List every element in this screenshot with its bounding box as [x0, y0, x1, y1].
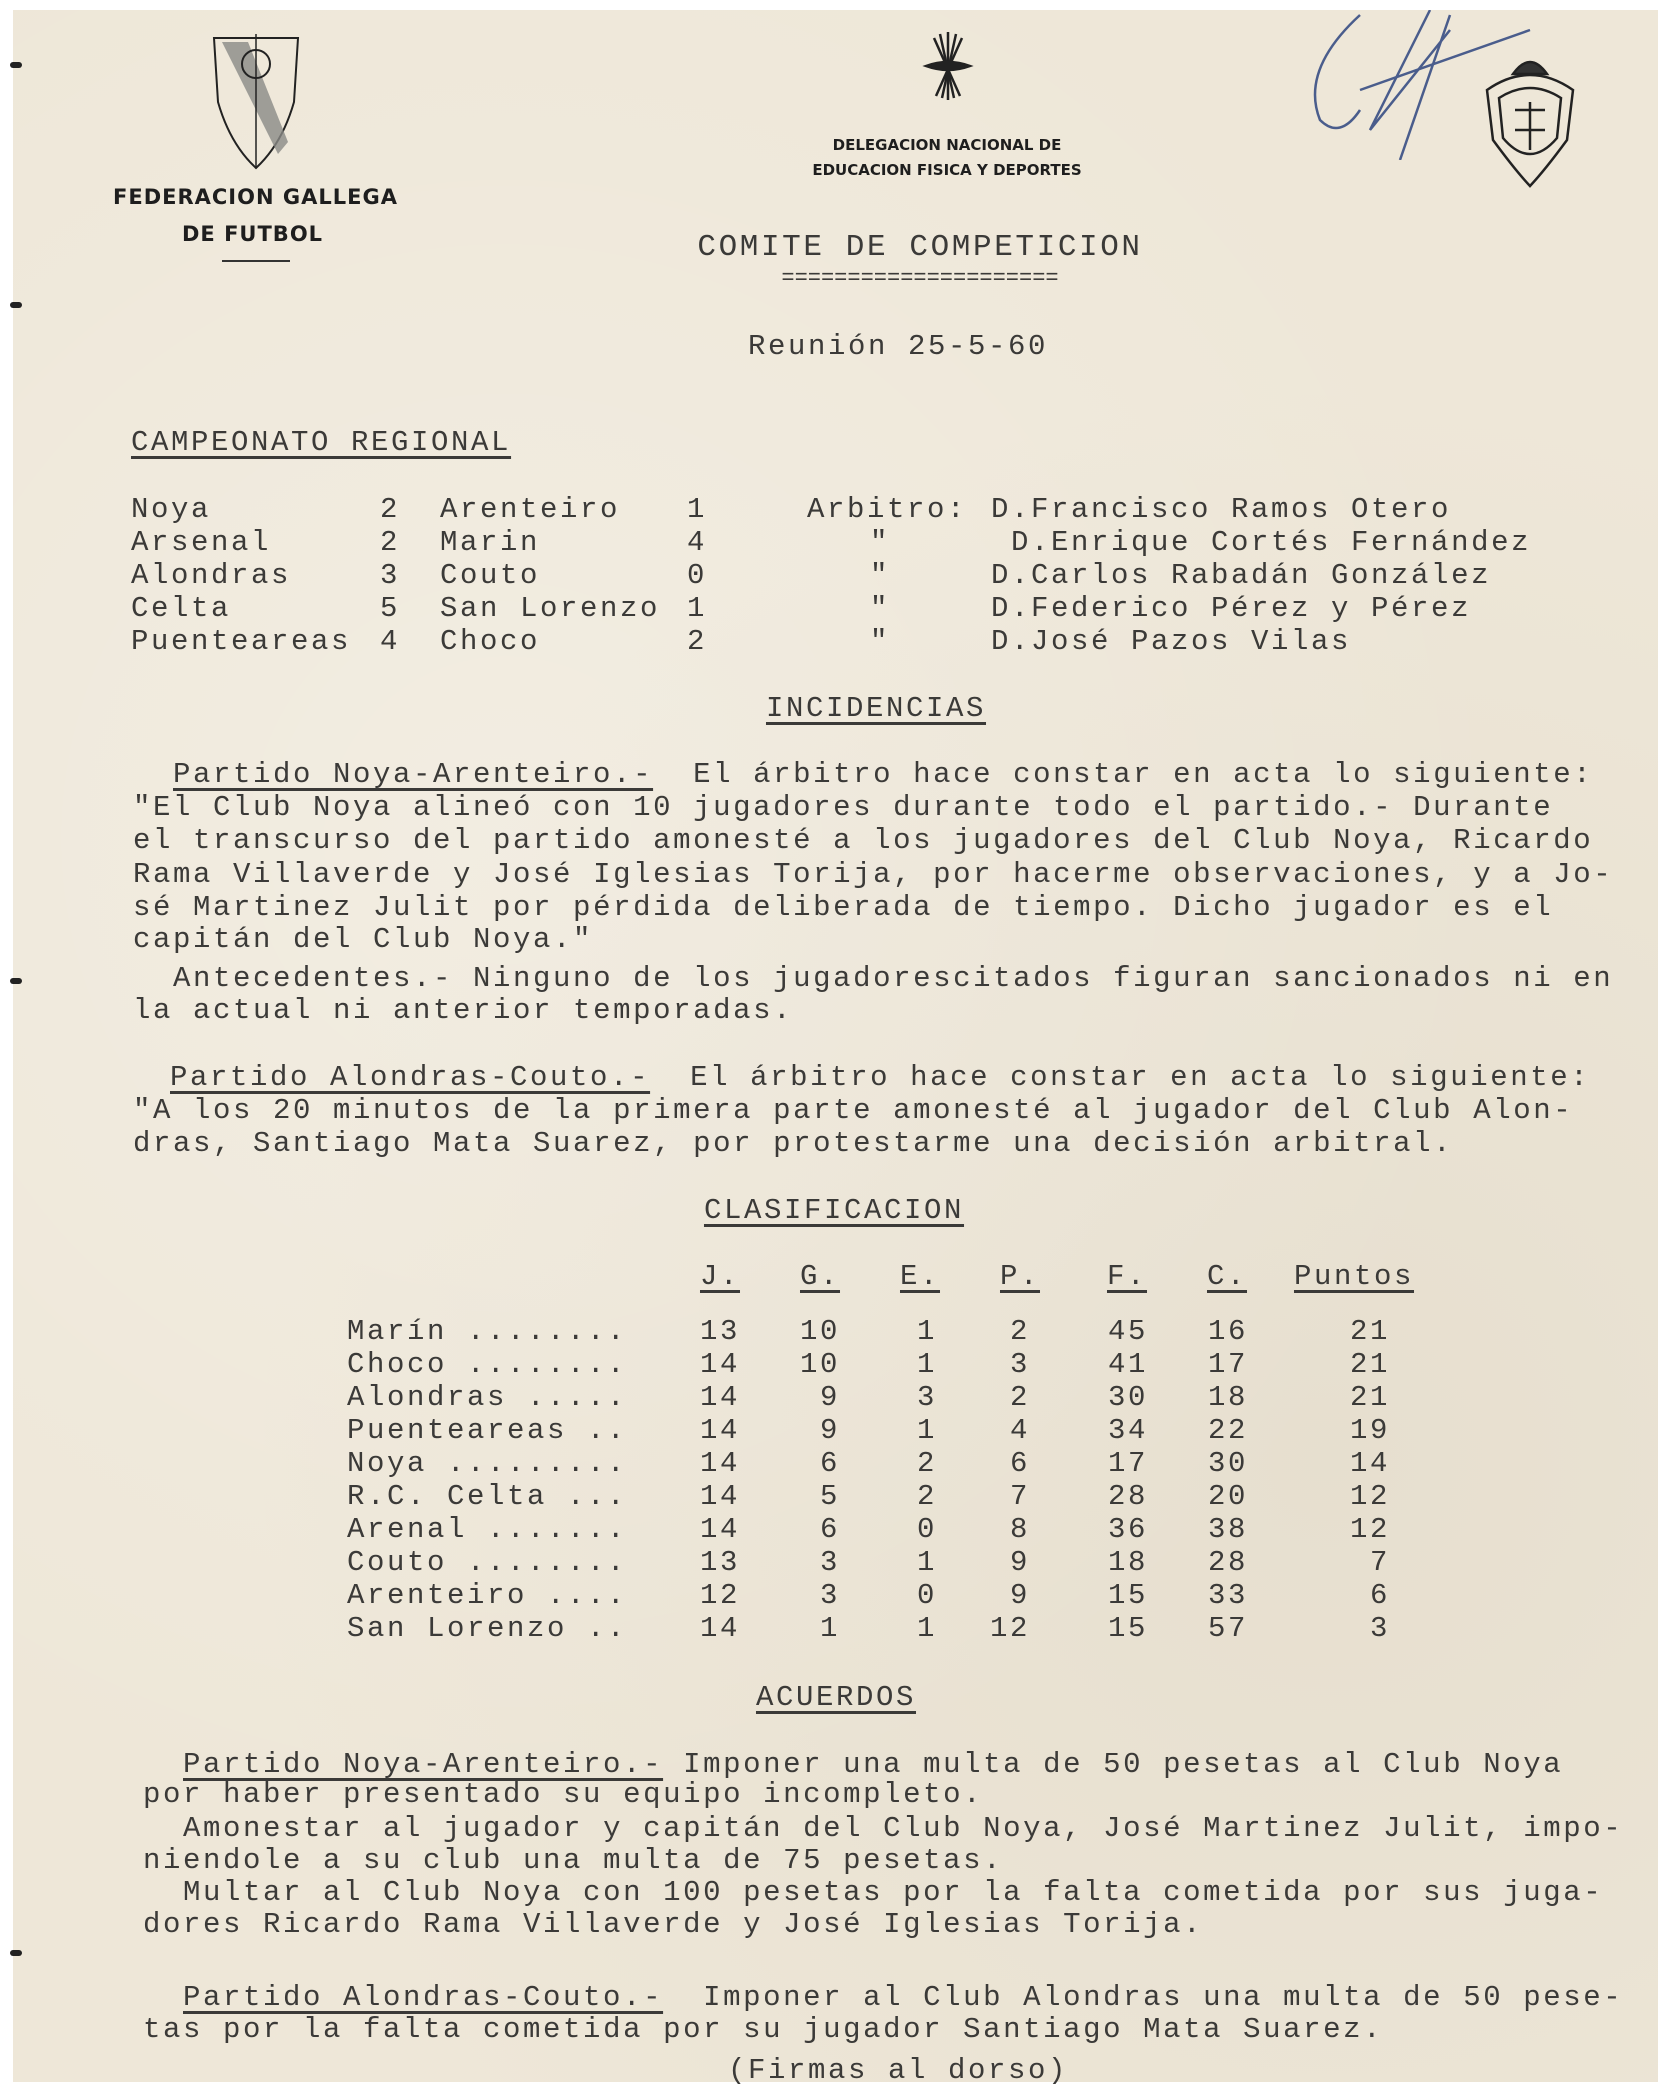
paragraph-text: "El Club Noya alineó con 10 jugadores durante todo el partido.- Durante [133, 791, 1554, 824]
stat-cell: 1 [916, 1546, 937, 1579]
referee-label: " [870, 559, 891, 592]
punch-mark [10, 1950, 22, 1956]
paragraph-lead-title: Partido Alondras-Couto.- [183, 1981, 664, 2014]
stat-cell: 3 [916, 1381, 937, 1414]
stat-cell: 12 [1349, 1513, 1390, 1546]
text-line [133, 964, 1613, 993]
stat-cell: 4 [1009, 1414, 1030, 1447]
referee-name: D.Francisco Ramos Otero [991, 493, 1452, 526]
stat-cell: 28 [1107, 1480, 1148, 1513]
stat-cell: 6 [819, 1513, 840, 1546]
paragraph-text: dores Ricardo Rama Villaverde y José Iglesias Torija. [143, 1908, 1204, 1941]
text-line [133, 793, 1553, 822]
home-goals: 4 [380, 625, 401, 658]
column-header: Puntos [1293, 1260, 1415, 1293]
text-line [133, 925, 593, 954]
paragraph-text: por haber presentado su equipo incompleto. [143, 1778, 984, 1811]
paragraph-text: "A los 20 minutos de la primera parte amonesté al jugador del Club Alon- [133, 1094, 1574, 1127]
stat-cell: 3 [819, 1546, 840, 1579]
stat-cell: 2 [1009, 1381, 1030, 1414]
delegation-name: DELEGACION NACIONAL DE [832, 136, 1062, 154]
federation-shield-logo [208, 32, 304, 172]
incidencias-heading: INCIDENCIAS [765, 692, 987, 725]
stat-cell: 3 [819, 1579, 840, 1612]
home-team: Arsenal [131, 526, 272, 559]
stat-cell: 17 [1107, 1447, 1148, 1480]
paragraph-text: sé Martinez Julit por pérdida deliberada de tiempo. Dicho jugador es el [133, 891, 1554, 924]
paragraph-text: Rama Villaverde y José Iglesias Torija, por hacerme observaciones, y a Jo- [133, 858, 1614, 891]
stat-cell: 9 [819, 1381, 840, 1414]
stat-cell: 1 [916, 1315, 937, 1348]
stat-cell: 9 [1009, 1546, 1030, 1579]
referee-name: D.José Pazos Vilas [991, 625, 1352, 658]
text-line [143, 1910, 1203, 1939]
stat-cell: 30 [1207, 1447, 1248, 1480]
clasificacion-heading: CLASIFICACION [703, 1194, 965, 1227]
away-goals: 0 [687, 559, 708, 592]
text-line [143, 1780, 983, 1809]
home-team: Alondras [131, 559, 292, 592]
paragraph-lead-title: Partido Noya-Arenteiro.- [173, 758, 654, 791]
title-double-rule: ===================== [781, 266, 1059, 291]
team-name: Marín ........ [347, 1315, 628, 1348]
referee-label: " [870, 526, 891, 559]
away-team: Couto [440, 559, 541, 592]
stat-cell: 16 [1207, 1315, 1248, 1348]
stat-cell: 5 [819, 1480, 840, 1513]
paragraph-text: El árbitro hace constar en acta lo siguiente: [653, 758, 1594, 791]
punch-mark [10, 978, 22, 984]
stat-cell: 1 [916, 1348, 937, 1381]
stat-cell: 14 [699, 1381, 740, 1414]
punch-mark [10, 302, 22, 308]
stat-cell: 14 [699, 1348, 740, 1381]
spanish-football-federation-crest [1475, 40, 1585, 190]
text-line [143, 2015, 1383, 2044]
meeting-date: Reunión 25-5-60 [748, 330, 1049, 363]
away-goals: 2 [687, 625, 708, 658]
paragraph-lead-title: Partido Alondras-Couto.- [170, 1061, 651, 1094]
team-name: Puenteareas .. [347, 1414, 628, 1447]
paragraph-text: la actual ni anterior temporadas. [133, 994, 794, 1027]
federation-name: FEDERACION GALLEGA [113, 185, 398, 209]
home-goals: 5 [380, 592, 401, 625]
referee-name: D.Carlos Rabadán González [991, 559, 1492, 592]
stat-cell: 12 [989, 1612, 1030, 1645]
paragraph-text: Antecedentes.- Ninguno de los jugadorescitados figuran sancionados ni en [133, 962, 1614, 995]
stat-cell: 18 [1207, 1381, 1248, 1414]
stat-cell: 30 [1107, 1381, 1148, 1414]
federation-name-line2: DE FUTBOL [182, 222, 324, 246]
team-name: Arenteiro .... [347, 1579, 628, 1612]
column-header: G. [799, 1260, 841, 1293]
stat-cell: 0 [916, 1513, 937, 1546]
delegation-name-line2: EDUCACION FISICA Y DEPORTES [812, 161, 1082, 179]
stat-cell: 6 [1009, 1447, 1030, 1480]
stat-cell: 21 [1349, 1381, 1390, 1414]
stat-cell: 3 [1009, 1348, 1030, 1381]
stat-cell: 14 [699, 1447, 740, 1480]
text-line [133, 1096, 1573, 1125]
stat-cell: 36 [1107, 1513, 1148, 1546]
home-team: Puenteareas [131, 625, 352, 658]
home-goals: 3 [380, 559, 401, 592]
column-header: F. [1106, 1260, 1148, 1293]
stat-cell: 14 [1349, 1447, 1390, 1480]
referee-name: D.Enrique Cortés Fernández [991, 526, 1532, 559]
stat-cell: 6 [819, 1447, 840, 1480]
paragraph-text: el transcurso del partido amonesté a los jugadores del Club Noya, Ricardo [133, 824, 1594, 857]
stat-cell: 15 [1107, 1612, 1148, 1645]
stat-cell: 22 [1207, 1414, 1248, 1447]
team-name: R.C. Celta ... [347, 1480, 628, 1513]
stat-cell: 14 [699, 1513, 740, 1546]
stat-cell: 12 [1349, 1480, 1390, 1513]
paragraph-text: Multar al Club Noya con 100 pesetas por la falta cometida por sus juga- [143, 1876, 1604, 1909]
column-header: C. [1206, 1260, 1248, 1293]
stat-cell: 13 [699, 1546, 740, 1579]
team-name: Arenal ....... [347, 1513, 628, 1546]
away-team: Choco [440, 625, 541, 658]
text-line [133, 826, 1593, 855]
away-team: Marin [440, 526, 541, 559]
stat-cell: 41 [1107, 1348, 1148, 1381]
away-goals: 1 [687, 592, 708, 625]
paragraph-text: tas por la falta cometida por su jugador Santiago Mata Suarez. [143, 2013, 1384, 2046]
punch-mark [10, 62, 22, 68]
stat-cell: 9 [819, 1414, 840, 1447]
away-goals: 4 [687, 526, 708, 559]
signatures-note: (Firmas al dorso) [728, 2054, 1069, 2087]
text-line [133, 893, 1553, 922]
stat-cell: 21 [1349, 1315, 1390, 1348]
stat-cell: 13 [699, 1315, 740, 1348]
stat-cell: 45 [1107, 1315, 1148, 1348]
paragraph-text: Amonestar al jugador y capitán del Club Noya, José Martinez Julit, impo- [143, 1812, 1624, 1845]
referee-label: Arbitro: [807, 493, 968, 526]
home-goals: 2 [380, 493, 401, 526]
stat-cell: 10 [799, 1315, 840, 1348]
paragraph-text: Imponer una multa de 50 pesetas al Club Noya [663, 1748, 1564, 1781]
team-name: Choco ........ [347, 1348, 628, 1381]
stat-cell: 7 [1009, 1480, 1030, 1513]
stat-cell: 12 [699, 1579, 740, 1612]
stat-cell: 3 [1369, 1612, 1390, 1645]
team-name: Noya ......... [347, 1447, 628, 1480]
away-team: Arenteiro [440, 493, 621, 526]
text-line [133, 860, 1613, 889]
text-line [143, 1846, 1003, 1875]
text-line [183, 1750, 1563, 1779]
stat-cell: 6 [1369, 1579, 1390, 1612]
stat-cell: 28 [1207, 1546, 1248, 1579]
text-line [143, 1878, 1603, 1907]
stat-cell: 1 [916, 1414, 937, 1447]
stat-cell: 20 [1207, 1480, 1248, 1513]
stat-cell: 17 [1207, 1348, 1248, 1381]
acuerdos-heading: ACUERDOS [755, 1681, 917, 1714]
away-goals: 1 [687, 493, 708, 526]
home-team: Noya [131, 493, 212, 526]
stat-cell: 10 [799, 1348, 840, 1381]
home-goals: 2 [380, 526, 401, 559]
paragraph-text: Imponer al Club Alondras una multa de 50 pese- [663, 1981, 1624, 2014]
paragraph-text: capitán del Club Noya." [133, 923, 594, 956]
text-line [133, 996, 793, 1025]
team-name: Alondras ..... [347, 1381, 628, 1414]
stat-cell: 33 [1207, 1579, 1248, 1612]
stat-cell: 14 [699, 1414, 740, 1447]
text-line [173, 760, 1593, 789]
stat-cell: 15 [1107, 1579, 1148, 1612]
yoke-and-arrows-emblem [920, 30, 976, 102]
text-line [143, 1814, 1623, 1843]
referee-label: " [870, 592, 891, 625]
stat-cell: 14 [699, 1612, 740, 1645]
paragraph-text: dras, Santiago Mata Suarez, por protestarme una decisión arbitral. [133, 1127, 1454, 1160]
stat-cell: 1 [916, 1612, 937, 1645]
stat-cell: 1 [819, 1612, 840, 1645]
column-header: E. [899, 1260, 941, 1293]
stat-cell: 19 [1349, 1414, 1390, 1447]
committee-title: COMITE DE COMPETICION [697, 230, 1143, 265]
stat-cell: 21 [1349, 1348, 1390, 1381]
team-name: San Lorenzo .. [347, 1612, 628, 1645]
stat-cell: 14 [699, 1480, 740, 1513]
text-line [170, 1063, 1590, 1092]
campeonato-heading: CAMPEONATO REGIONAL [131, 426, 512, 459]
paragraph-text: niendole a su club una multa de 75 pesetas. [143, 1844, 1004, 1877]
stat-cell: 2 [1009, 1315, 1030, 1348]
column-header: J. [699, 1260, 741, 1293]
stat-cell: 57 [1207, 1612, 1248, 1645]
referee-label: " [870, 625, 891, 658]
paragraph-text: El árbitro hace constar en acta lo siguiente: [650, 1061, 1591, 1094]
text-line [133, 1129, 1453, 1158]
text-line [183, 1983, 1623, 2012]
stat-cell: 2 [916, 1480, 937, 1513]
stat-cell: 38 [1207, 1513, 1248, 1546]
stat-cell: 0 [916, 1579, 937, 1612]
stat-cell: 7 [1369, 1546, 1390, 1579]
column-header: P. [999, 1260, 1041, 1293]
team-name: Couto ........ [347, 1546, 628, 1579]
stat-cell: 8 [1009, 1513, 1030, 1546]
divider [222, 260, 290, 262]
stat-cell: 9 [1009, 1579, 1030, 1612]
stat-cell: 2 [916, 1447, 937, 1480]
paragraph-lead-title: Partido Noya-Arenteiro.- [183, 1748, 664, 1781]
stat-cell: 34 [1107, 1414, 1148, 1447]
away-team: San Lorenzo [440, 592, 661, 625]
home-team: Celta [131, 592, 232, 625]
stat-cell: 18 [1107, 1546, 1148, 1579]
referee-name: D.Federico Pérez y Pérez [991, 592, 1472, 625]
